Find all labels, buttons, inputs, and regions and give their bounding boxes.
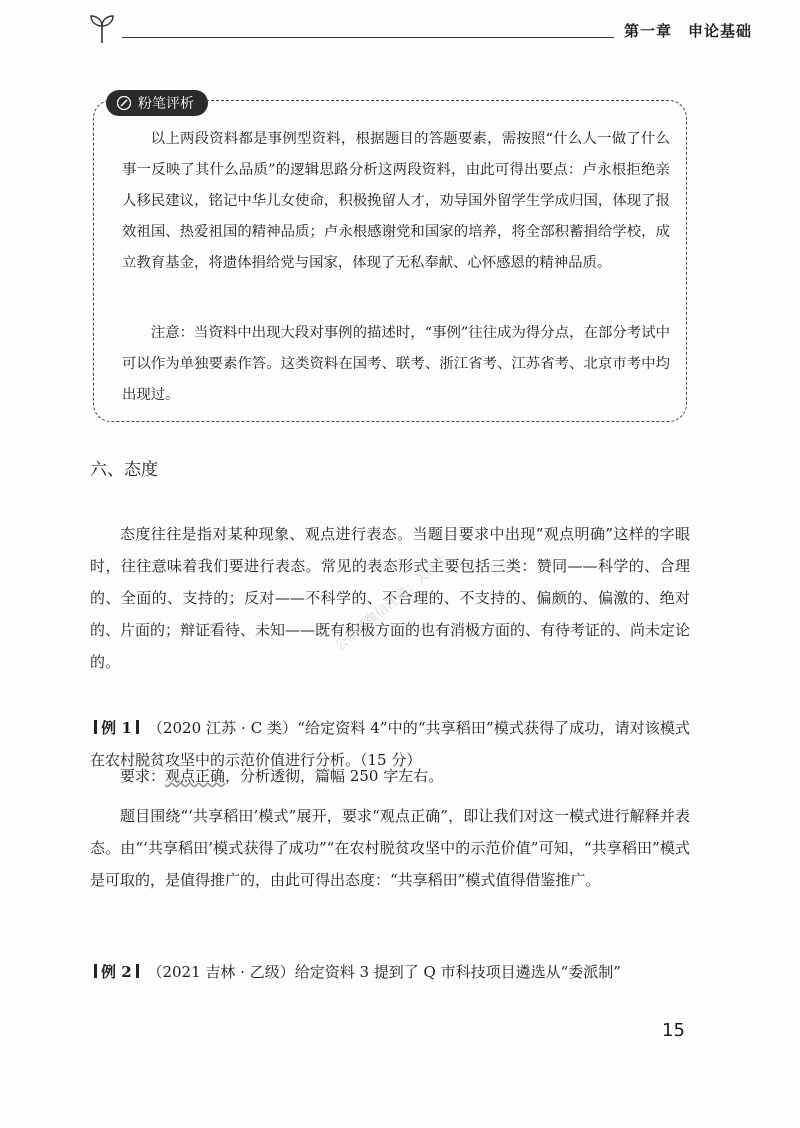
section-paragraph-1: 态度往往是指对某种现象、观点进行表态。当题目要求中出现“观点明确”这样的字眼时，往往意味着我们要进行表态。常见的表态形式主要包括三类：赞同——科学的、合理的、全面的、支持的；反对——不科学的、不合理的、不支持的、偏颇的、偏激的、绝对的、片面的；辩证看待、未知——既有积极方面的也有消极方面的、有待考证的、尚未定论的。 [90, 525, 691, 671]
pencil-icon [116, 95, 132, 111]
example-2-text: （2021 吉林 · 乙级）给定资料 3 提到了 Q 市科技项目遴选从“委派制” [147, 963, 621, 981]
requirement-highlight: 观点正确 [165, 767, 226, 785]
chapter-title: 第一章 申论基础 [624, 22, 753, 40]
header-rule [122, 37, 614, 38]
analysis-paragraph-1: 以上两段资料都是事例型资料，根据题目的答题要素，需按照“什么人一做了什么事一反映了其什么品质”的逻辑思路分析这两段资料，由此可得出要点：卢永根拒绝亲人移民建议，铭记中华儿女使命，积极挽留人才，劝导国外留学生学成归国，体现了报效祖国、热爱祖国的精神品质；卢永根感谢党和国家的培养，将全部积蓄捐给学校，成立教育基金，将遗体捐给党与国家，体现了无私奉献、心怀感恩的精神品质。 [122, 131, 670, 271]
example-1-text: （2020 江苏 · C 类）“给定资料 4”中的“共享稻田”模式获得了成功，请对该模式在农村脱贫攻坚中的示范价值进行分析。（15 分） [90, 719, 690, 769]
page-number: 15 [662, 1020, 685, 1041]
analysis-paragraph-2: 注意：当资料中出现大段对事例的描述时，“事例”往往成为得分点，在部分考试中可以作为单独要素作答。这类资料在国考、联考、浙江省考、江苏省考、北京市考中均出现过。 [122, 325, 670, 403]
section-title: 六、态度 [90, 460, 158, 480]
requirement-line: 要求：观点正确，分析透彻，篇幅 250 字左右。 [120, 767, 444, 785]
analysis-label-text: 粉笔评析 [138, 96, 194, 112]
watermark: 公众号微信注意：关注上 [332, 551, 452, 655]
page-header [82, 14, 753, 50]
analysis-label [106, 90, 208, 116]
section-paragraph-2: 题目围绕“‘共享稻田’模式”展开，要求“观点正确”，即让我们对这一模式进行解释并表态。由“‘共享稻田’模式获得了成功”“在农村脱贫攻坚中的示范价值”可知，“共享稻田”模式是可取的，是值得推广的，由此可得出态度：“共享稻田”模式值得借鉴推广。 [90, 807, 690, 889]
example-2-label: 例 2 [90, 963, 143, 981]
example-2 [90, 956, 690, 988]
example-1-label: 例 1 [90, 719, 143, 737]
sprout-icon [88, 14, 116, 44]
